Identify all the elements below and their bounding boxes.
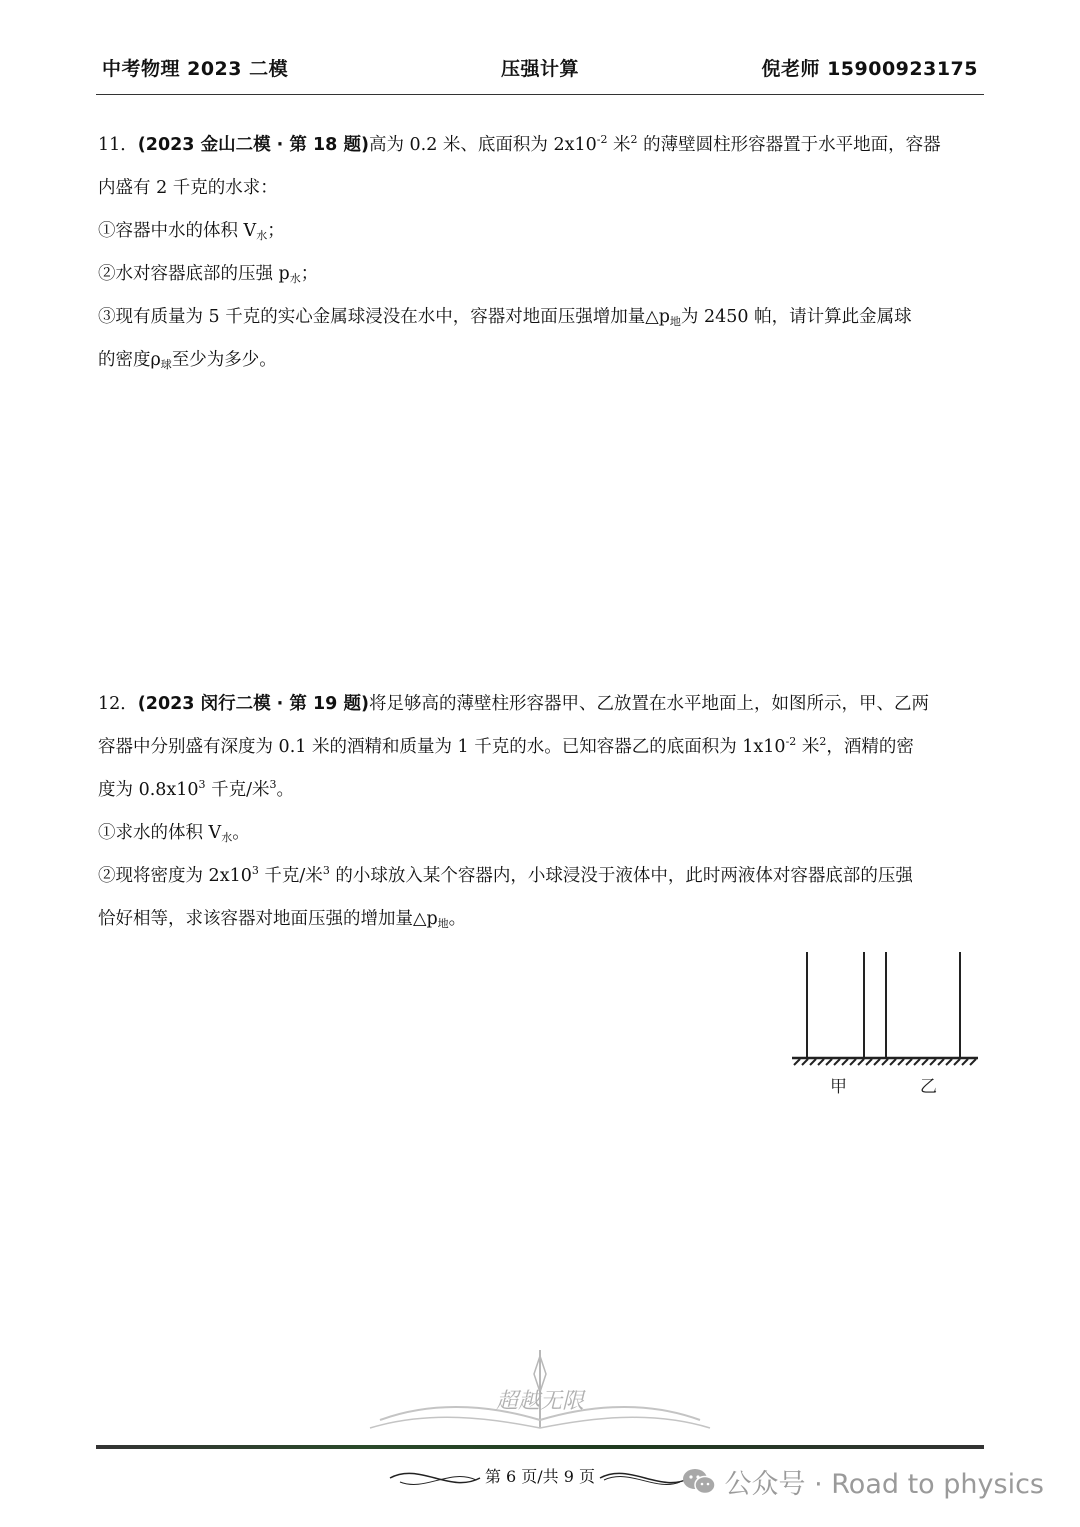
- q11-text: 高为 0.2 米、底面积为 2x10: [368, 135, 597, 155]
- q11-item3-text-cont: 为 2450 帕，请计算此金属球: [680, 307, 912, 327]
- q11-unit: 米: [607, 135, 631, 155]
- q11-item-3: [98, 296, 984, 339]
- q12-text-2-cont: ，酒精的密: [826, 737, 914, 757]
- q12-text: 将足够高的薄壁柱形容器甲、乙放置在水平地面上，如图所示，甲、乙两: [368, 694, 929, 714]
- q12-density-exponent: 3: [198, 778, 206, 791]
- q12-line-3: [98, 769, 984, 812]
- q12-density-unit: 千克/米: [205, 780, 270, 800]
- wechat-account-text: 公众号 · Road to physics: [724, 1469, 1044, 1500]
- q12-exponent: -2: [785, 735, 797, 748]
- q11-item-1: [98, 210, 984, 253]
- footer-divider: [96, 1445, 984, 1449]
- q11-item3-text: ③现有质量为 5 千克的实心金属球浸没在水中，容器对地面压强增加量△p: [98, 307, 670, 327]
- header-topic: 压强计算: [500, 58, 579, 80]
- q11-line-2: 内盛有 2 千克的水求：: [98, 178, 278, 198]
- q12-item2-text-cont: 的小球放入某个容器内，小球浸没于液体中，此时两液体对容器底部的压强: [329, 866, 913, 886]
- q12-item2-subscript: 地: [437, 917, 449, 930]
- q11-item1-punct: ；: [267, 221, 285, 241]
- q11-exponent: -2: [596, 133, 608, 146]
- header-teacher-contact: 倪老师 15900923175: [761, 58, 978, 80]
- page-header: [96, 54, 984, 95]
- q11-item-2: [98, 253, 984, 296]
- q11-unit-exponent: 2: [630, 133, 638, 146]
- q12-item2-question: 恰好相等，求该容器对地面压强的增加量△p: [98, 909, 438, 929]
- q12-item2-unit-exponent: 3: [322, 864, 330, 877]
- container-a-label: 甲: [830, 1077, 847, 1097]
- q11-item2-punct: ；: [300, 264, 319, 284]
- q11-item2-subscript: 水: [289, 272, 301, 285]
- container-diagram-svg: [788, 948, 982, 1098]
- q12-line-2: [98, 726, 984, 769]
- q12-item1-text: ①求水的体积 V: [98, 823, 222, 843]
- q12-item2-unit: 千克/米: [258, 866, 323, 886]
- ground-hatching: [794, 1059, 976, 1065]
- question-11: [98, 124, 984, 382]
- q11-item1-subscript: 水: [256, 229, 268, 242]
- wechat-icon: [681, 1467, 717, 1497]
- watermark-text: 超越无限: [495, 1389, 585, 1414]
- page-number: 第 6 页/共 9 页: [484, 1467, 596, 1486]
- q11-item3-subscript: 地: [669, 315, 681, 328]
- q12-item1-punct: 。: [232, 823, 250, 843]
- q12-density-unit-exponent: 3: [269, 778, 277, 791]
- q11-text-cont: 的薄壁圆柱形容器置于水平地面，容器: [637, 135, 941, 155]
- q11-item3-density-subscript: 球: [160, 358, 172, 371]
- q12-unit-exponent: 2: [819, 735, 827, 748]
- q11-item-3-cont: [98, 339, 984, 382]
- container-diagram: [788, 948, 982, 1098]
- q12-item-2-cont: [98, 898, 984, 941]
- q11-item3-density: 的密度ρ: [98, 350, 161, 370]
- q12-item1-subscript: 水: [221, 831, 233, 844]
- container-b-label: 乙: [920, 1077, 937, 1097]
- watermark-ornament: [360, 1348, 720, 1438]
- q11-item2-text: ②水对容器底部的压强 p: [98, 264, 290, 284]
- q12-unit: 米: [796, 737, 820, 757]
- q11-item3-end: 至少为多少。: [171, 350, 277, 370]
- wechat-watermark: [681, 1462, 1044, 1501]
- q11-number: 11．: [98, 135, 138, 155]
- q12-item2-text: ②现将密度为 2x10: [98, 866, 252, 886]
- q11-item1-text: ①容器中水的体积 V: [98, 221, 257, 241]
- q11-source: (2023 金山二模 · 第 18 题): [137, 135, 369, 155]
- q12-source: (2023 闵行二模 · 第 19 题): [137, 694, 369, 714]
- q12-item-1: [98, 812, 984, 855]
- watermark-logo: [360, 1348, 720, 1438]
- q12-item-2: [98, 855, 984, 898]
- q12-density-value: 度为 0.8x10: [98, 780, 199, 800]
- q12-item2-end: 。: [448, 909, 467, 929]
- q12-line3-punct: 。: [276, 780, 294, 800]
- q12-item2-exponent: 3: [251, 864, 259, 877]
- q12-line-1: [98, 683, 984, 726]
- q11-line-1: [98, 124, 984, 167]
- header-course-title: 中考物理 2023 二模: [102, 58, 289, 80]
- q12-text-2: 容器中分别盛有深度为 0.1 米的酒精和质量为 1 千克的水。已知容器乙的底面积为 1x10: [98, 737, 786, 757]
- question-12: [98, 683, 984, 941]
- q12-number: 12．: [98, 694, 138, 714]
